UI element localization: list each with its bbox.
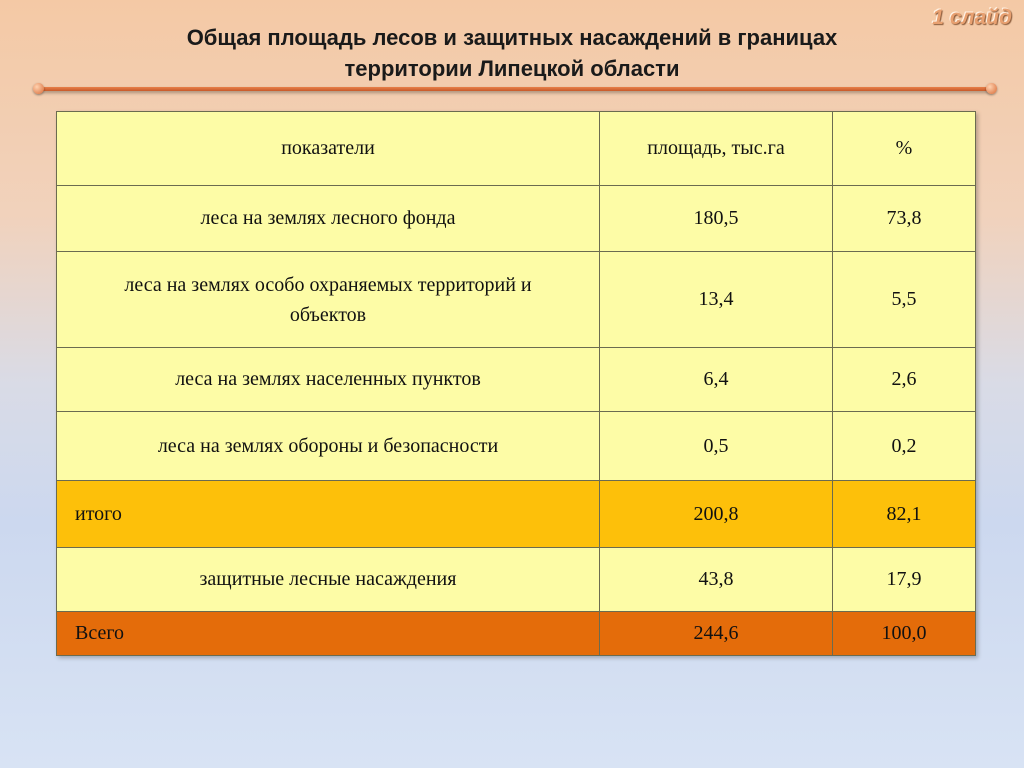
row-label: итого [57,481,600,548]
slide-number-label: 1 слайд [932,6,1012,29]
row-percent: 2,6 [833,348,976,412]
table-row-grand-total [57,612,976,656]
table-header-row [57,112,976,186]
table-row [57,412,976,481]
row-area: 43,8 [600,548,833,612]
row-label: леса на землях особо охраняемых территорий и объектов [57,252,600,348]
forest-area-table [56,111,976,656]
row-percent: 0,2 [833,412,976,481]
row-area: 200,8 [600,481,833,548]
table-row [57,252,976,348]
row-percent: 82,1 [833,481,976,548]
divider-left-bullet [33,83,44,94]
row-percent: 5,5 [833,252,976,348]
table-row [57,186,976,252]
row-percent: 17,9 [833,548,976,612]
title-divider [38,87,992,91]
row-area: 13,4 [600,252,833,348]
row-area: 6,4 [600,348,833,412]
table-row-subtotal [57,481,976,548]
row-label: леса на землях населенных пунктов [57,348,600,412]
header-indicator: показатели [57,112,600,186]
row-area: 0,5 [600,412,833,481]
row-label: леса на землях обороны и безопасности [57,412,600,481]
row-area: 244,6 [600,612,833,656]
slide-title: Общая площадь лесов и защитных насаждений в границах территории Липецкой области [186,25,838,81]
table-row [57,348,976,412]
header-percent: % [833,112,976,186]
header-area: площадь, тыс.га [600,112,833,186]
row-label: Всего [57,612,600,656]
row-percent: 73,8 [833,186,976,252]
row-percent: 100,0 [833,612,976,656]
row-label: защитные лесные насаждения [57,548,600,612]
row-label: леса на землях лесного фонда [57,186,600,252]
row-area: 180,5 [600,186,833,252]
table-row [57,548,976,612]
divider-right-bullet [986,83,997,94]
